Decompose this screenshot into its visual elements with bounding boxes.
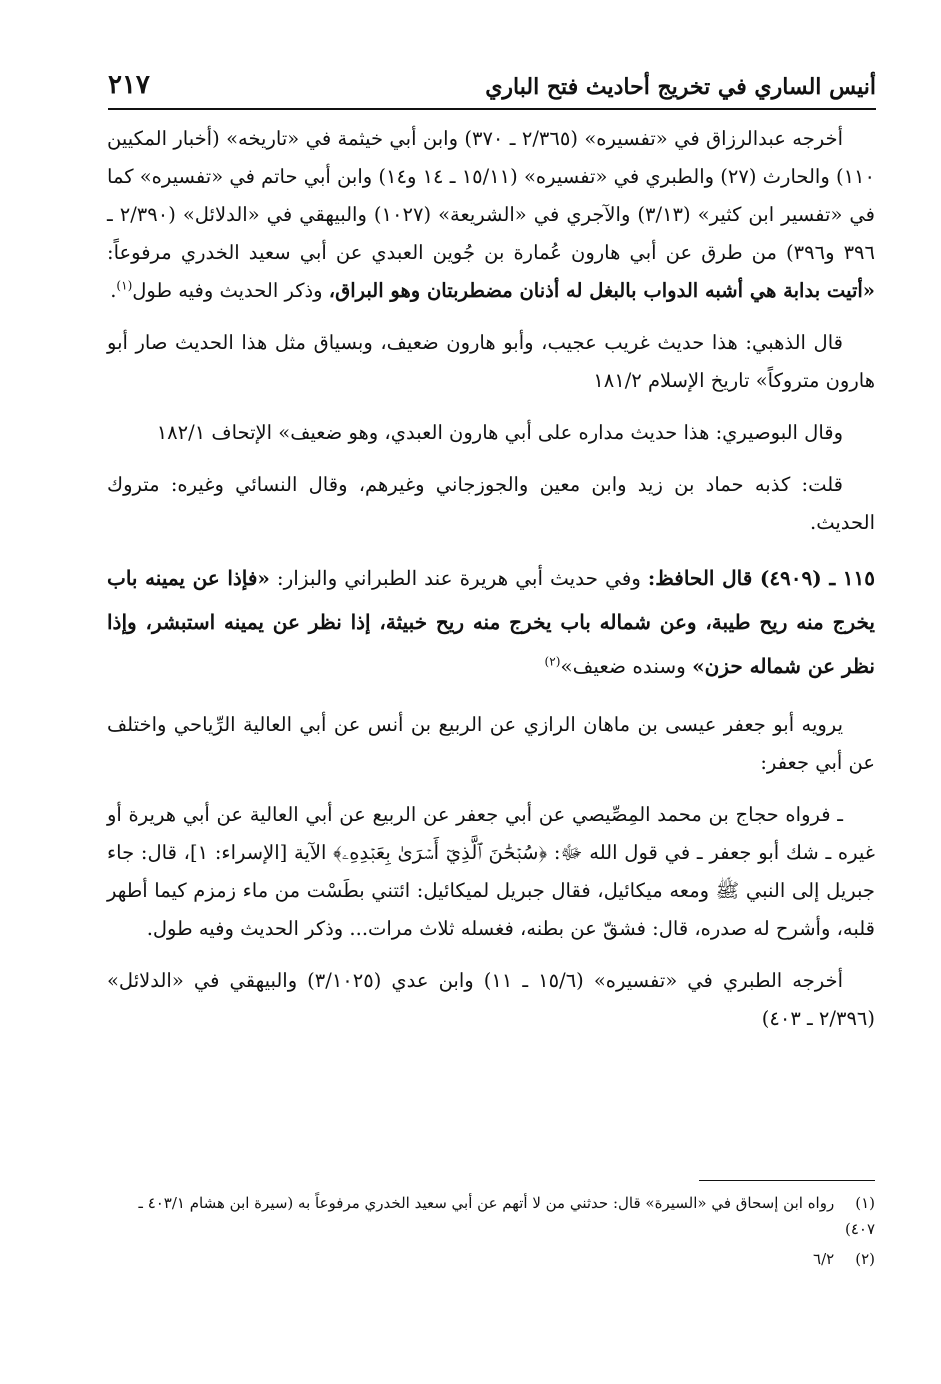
paragraph-riwaya — [107, 706, 875, 782]
paragraph-text: قال الذهبي: هذا حديث غريب عجيب، وأبو هارون ضعيف، وبسياق مثل هذا الحديث صار أبو هارون متروكاً» تاريخ الإسلام ١٨١/٢ — [107, 331, 875, 392]
paragraph-tail: وذكر الحديث وفيه طول — [132, 279, 323, 302]
footnote-number: (١) — [855, 1194, 875, 1212]
paragraph-busiri — [107, 414, 875, 452]
running-header — [108, 66, 876, 110]
paragraph-qultu — [107, 466, 875, 542]
hadith-intro: وفي حديث أبي هريرة عند الطبراني والبزار: — [269, 566, 648, 590]
footnote-number: (٢) — [855, 1250, 875, 1268]
footnote-ref: (٢) — [544, 654, 561, 669]
footnote-text: رواه ابن إسحاق في «السيرة» قال: حدثني من لا أتهم عن أبي سعيد الخدري مرفوعاً به (سيرة ابن هشام ٤٠٣/١ ـ ٤٠٧) — [138, 1194, 875, 1238]
paragraph-text: أخرجه عبدالرزاق في «تفسيره» (٢/٣٦٥ ـ ٣٧٠) وابن أبي خيثمة في «تاريخه» (أخبار المكيين ١١٠) والحارث (٢٧) والطبري في «تفسيره» (١٥/١١ ـ ١٤ و١٤) وابن أبي حاتم في «تفسيره» كما في «تفسير ابن كثير» (٣/١٣) والآجري في «الشريعة» (١٠٢٧) والبيهقي في «الدلائل» (٢/٣٩٠ ـ ٣٩٦ و٣٩٦) من طرق عن أبي هارون عُمارة بن جُوين العبدي عن أبي سعيد الخدري مرفوعاً: — [107, 127, 876, 264]
paragraph-text: قلت: كذبه حماد بن زيد وابن معين والجوزجاني وغيرهم، وقال النسائي وغيره: متروك الحديث. — [107, 473, 875, 534]
footnote-text: ٦/٢ — [813, 1250, 835, 1268]
header-rule — [108, 108, 876, 110]
paragraph-text: وقال البوصيري: هذا حديث مداره على أبي هارون العبدي، وهو ضعيف» الإتحاف ١٨٢/١ — [156, 421, 843, 444]
hadith-entry — [107, 556, 875, 688]
paragraph-text: يرويه أبو جعفر عيسى بن ماهان الرازي عن الربيع بن أنس عن أبي العالية الرِّياحي واختلف عن أبي جعفر: — [107, 713, 875, 774]
paragraph-dhahabi — [107, 324, 875, 400]
hadith-number: ١١٥ ـ (٤٩٠٩) قال الحافظ: — [647, 566, 876, 590]
footnote-2 — [107, 1246, 875, 1272]
footnote-1 — [107, 1190, 875, 1242]
hadith-tail: وسنده ضعيف» — [560, 654, 693, 678]
paragraph-takhrij-2 — [107, 962, 875, 1038]
quoted-hadith-bold: «أتيت بدابة هي أشبه الدواب بالبغل له أذنان مضطربتان وهو البراق، — [328, 279, 875, 302]
footnote-separator — [699, 1180, 875, 1181]
paragraph-hajjaj — [107, 796, 875, 948]
paragraph-text: ـ فرواه حجاج بن محمد المِصِّيصي عن أبي جعفر عن الربيع عن أبي العالية عن أبي هريرة أو غيره ـ شك أبو جعفر ـ في قول الله ﷻ: ﴿سُبۡحَٰنَ ٱلَّذِيٓ أَسۡرَىٰ بِعَبۡدِهِۦ﴾ الآية [الإسراء: ١]، قال: جاء جبريل إلى النبي ﷺ ومعه ميكائيل، فقال جبريل لميكائيل: ائتني بطَسْت من ماء زمزم كيما أطهر قلبه، وأشرح له صدره، قال: فشقّ عن بطنه، فغسله ثلاث مرات... وذكر الحديث وفيه طول. — [107, 803, 875, 940]
main-text — [107, 120, 875, 1052]
book-title: أنيس الساري في تخريج أحاديث فتح الباري — [485, 74, 876, 100]
footnotes — [107, 1190, 875, 1276]
paragraph-text: أخرجه الطبري في «تفسيره» (١٥/٦ ـ ١١) وابن عدي (٣/١٠٢٥) والبيهقي في «الدلائل» (٢/٣٩٦ ـ ٤٠٣) — [107, 969, 875, 1030]
footnote-ref: (١) — [116, 278, 133, 293]
paragraph-takhrij-1: أخرجه عبدالرزاق في «تفسيره» (٢/٣٦٥ ـ ٣٧٠) وابن أبي خيثمة في «تاريخه» (أخبار المكيين ١١٠) والحارث (٢٧) والطبري في «تفسيره» (١٥/١١ ـ ١٤ و١٤) وابن أبي حاتم في «تفسيره» كما في «تفسير ابن كثير» (٣/١٣) والآجري في «الشريعة» (١٠٢٧) والبيهقي في «الدلائل» (٢/٣٩٠ ـ ٣٩٦ و٣٩٦) من طرق عن أبي هارون عُمارة بن جُوين العبدي عن أبي سعيد الخدري مرفوعاً: «أتيت بدابة هي أشبه الدواب بالبغل له أذنان مضطربتان وهو البراق، وذكر الحديث وفيه طول$^{(١)}$. — [107, 127, 876, 302]
hadith-text: «فإذا عن يمينه باب يخرج منه ريح طيبة، وعن شماله باب يخرج منه ريح خبيثة، إذا نظر عن يمينه استبشر، وإذا نظر عن شماله حزن» — [107, 566, 875, 678]
page-number: ٢١٧ — [108, 70, 150, 100]
